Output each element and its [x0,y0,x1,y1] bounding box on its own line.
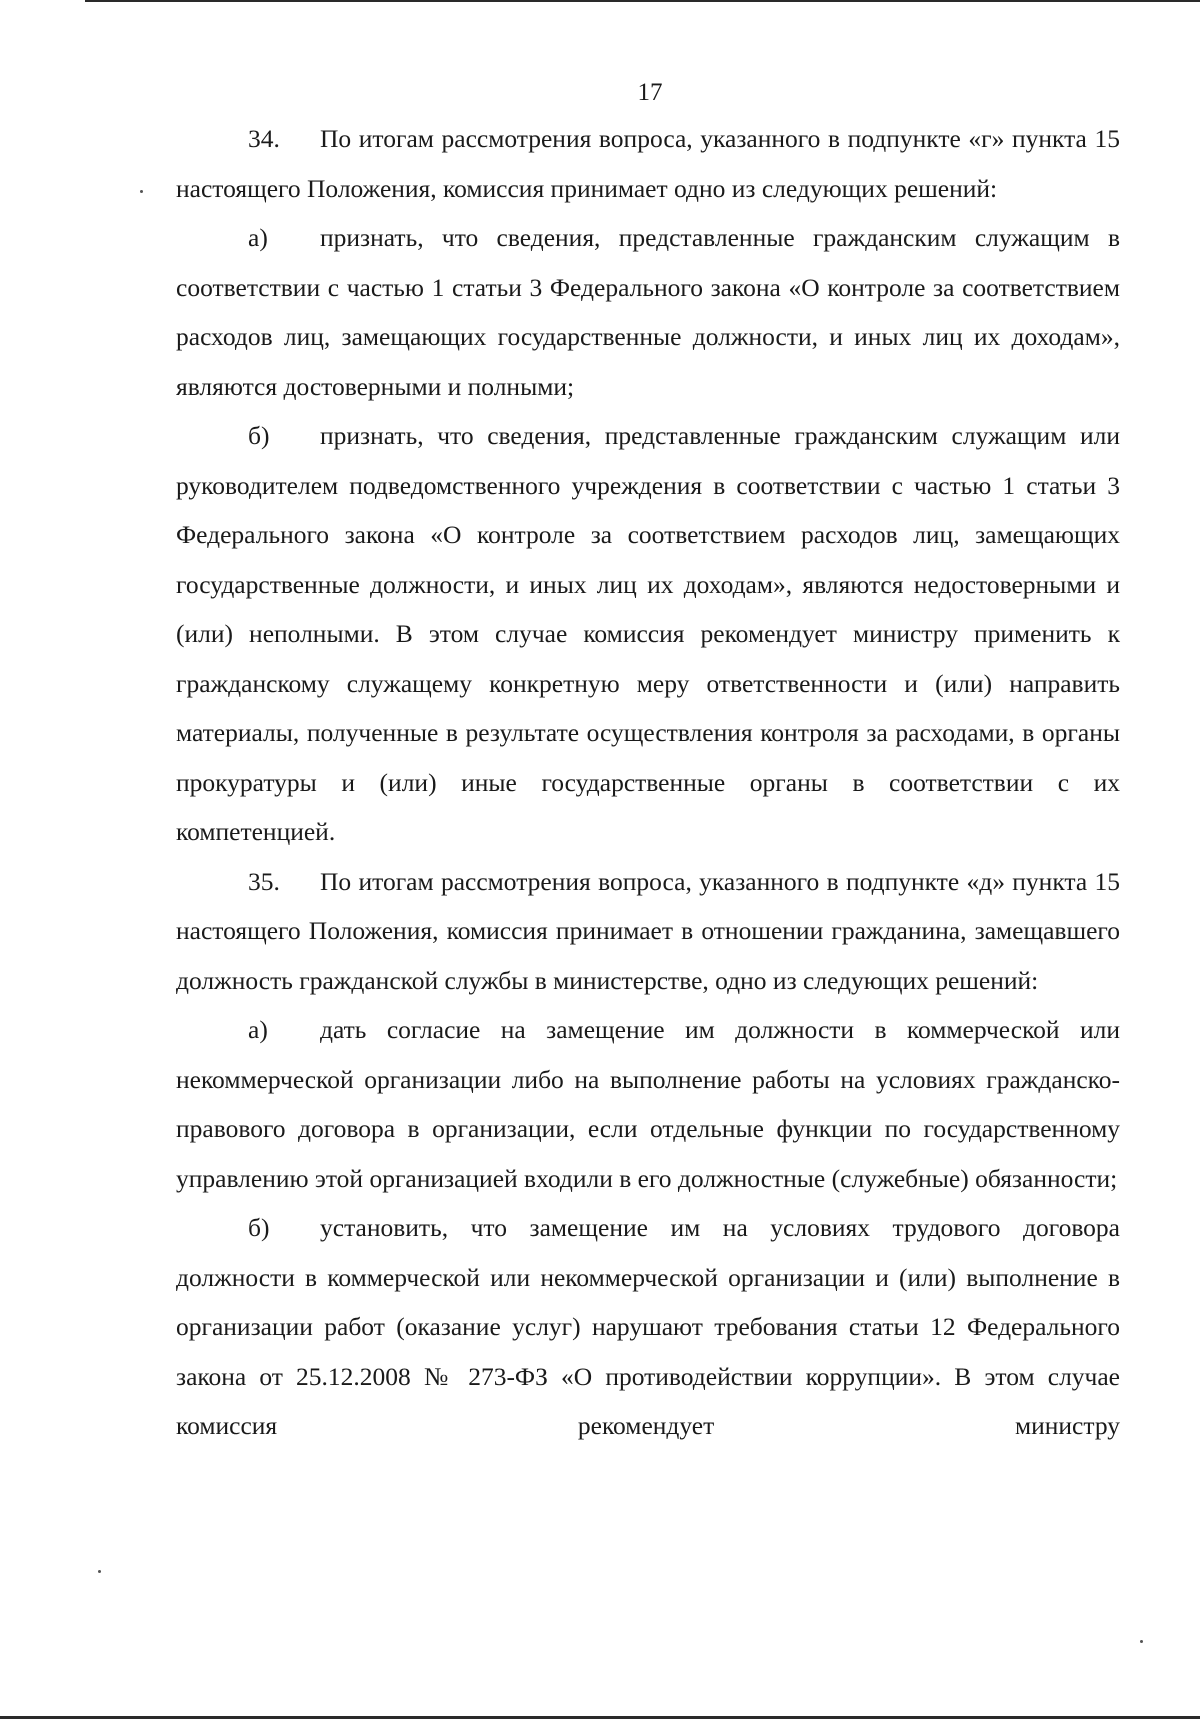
paragraph-marker: б) [248,1213,270,1242]
paragraph-text: признать, что сведения, представленные гражданским служащим в соответствии с частью 1 статьи 3 Федерального закона «О контроле за соответствием расходов лиц, замещающих государственные должности, и иных лиц их доходам», являются достоверными и полными; [176,223,1120,401]
paragraph-34-b [176,411,1120,857]
paragraph-marker: б) [248,421,270,450]
paragraph-34 [176,114,1120,213]
scan-speck [140,190,143,193]
page-number: 17 [637,79,663,106]
document-body [176,114,1120,1451]
paragraph-text: установить, что замещение им на условиях трудового договора должности в коммерческой или некоммерческой организации и (или) выполнение в организации работ (оказание услуг) нарушают требования статьи 12 Федерального закона от 25.12.2008 № 273-ФЗ «О противодействии коррупции». В этом случае комиссия рекомендует министру [176,1213,1120,1440]
paragraph-text: По итогам рассмотрения вопроса, указанного в подпункте «д» пункта 15 настоящего Положения, комиссия принимает в отношении гражданина, замещавшего должность гражданской службы в министерстве, одно из следующих решений: [176,866,1120,995]
paragraph-text: признать, что сведения, представленные гражданским служащим или руководителем подведомственного учреждения в соответствии с частью 1 статьи 3 Федерального закона «О контроле за соответствием расходов лиц, замещающих государственные должности, и иных лиц их доходам», являются недостоверными и (или) неполными. В этом случае комиссия рекомендует министру применить к гражданскому служащему конкретную меру ответственности и (или) направить материалы, полученные в результате осуществления контроля за расходами, в органы прокуратуры и (или) иные государственные органы в соответствии с их компетенцией. [176,421,1120,846]
paragraph-text: дать согласие на замещение им должности в коммерческой или некоммерческой организации либо на выполнение работы на условиях гражданско-правового договора в организации, если отдельные функции по государственному управлению этой организацией входили в его должностные (служебные) обязанности; [176,1015,1120,1193]
paragraph-34-a [176,213,1120,411]
paragraph-marker: 34. [248,124,280,153]
scan-edge-top [85,0,1200,2]
paragraph-35-a [176,1005,1120,1203]
paragraph-text: По итогам рассмотрения вопроса, указанного в подпункте «г» пункта 15 настоящего Положения, комиссия принимает одно из следующих решений: [176,124,1120,203]
paragraph-marker: 35. [248,866,280,896]
paragraph-35-b [176,1203,1120,1451]
paragraph-marker: а) [248,223,268,252]
paragraph-35 [176,857,1120,1006]
paragraph-marker: а) [248,1015,268,1044]
scan-speck [98,1570,101,1573]
scan-speck [1140,1640,1143,1643]
scan-edge-bottom [0,1716,1200,1719]
